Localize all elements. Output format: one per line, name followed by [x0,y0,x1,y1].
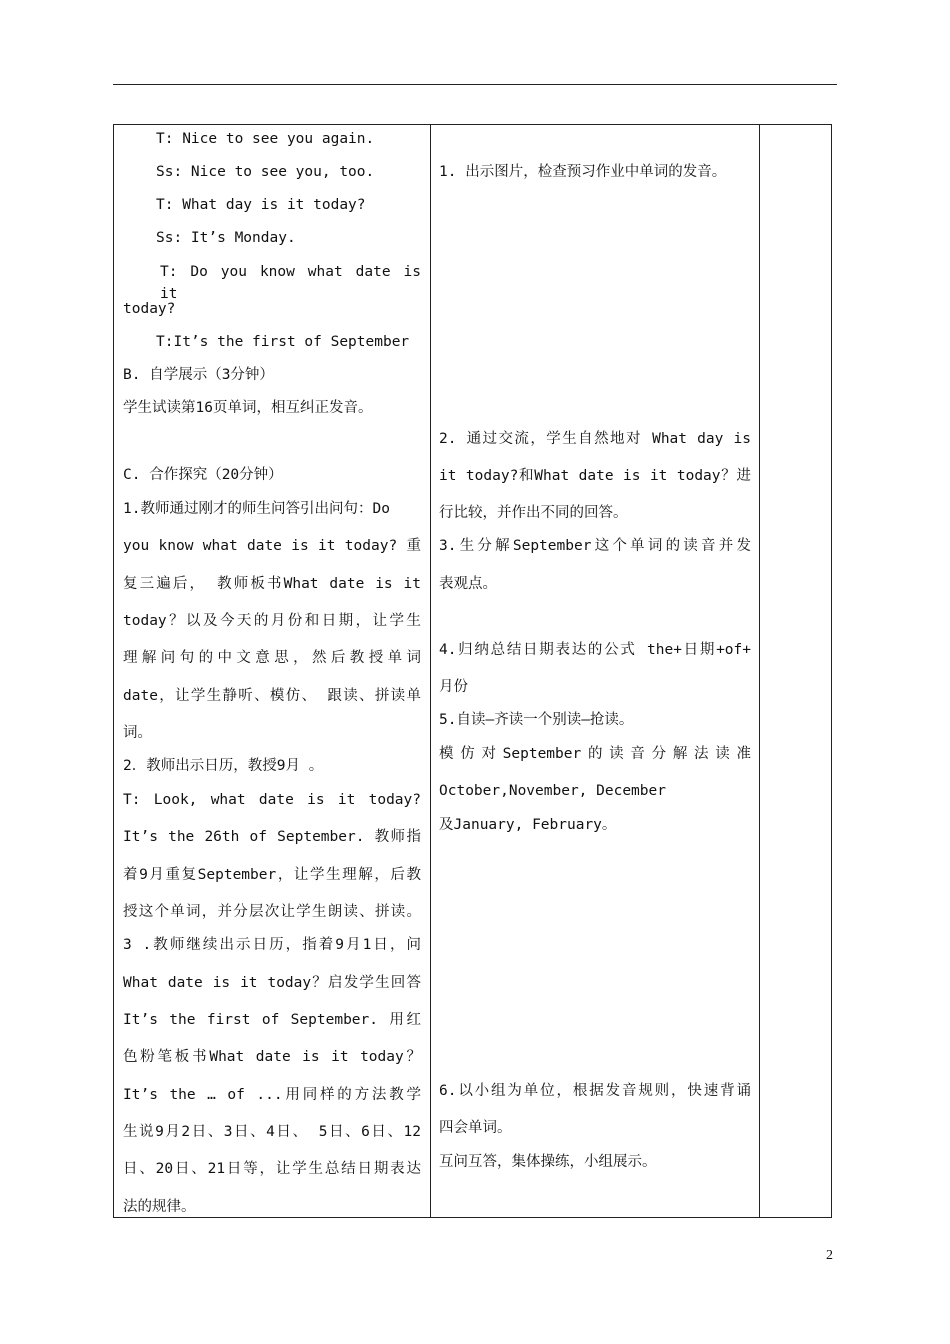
section-heading: B. 自学展示（3分钟） [123,367,274,383]
activity-line: 及January, February。 [439,817,617,833]
lesson-table [113,124,832,1218]
procedure-line: today？以及今天的月份和日期，让学生 [123,613,421,629]
procedure-line: It’s the 26th of September. 教师指 [123,829,421,845]
procedure-line: date，让学生静听、模仿、 跟读、拼读单 [123,688,421,704]
procedure-line: T: Look, what date is it today? [123,792,421,808]
procedure-line: 法的规律。 [123,1199,196,1215]
procedure-line: It’s the … of ...用同样的方法教学 [123,1087,421,1103]
activity-line: 4.归纳总结日期表达的公式 the+日期+of+ [439,642,751,658]
activity-line: 四会单词。 [439,1120,512,1136]
procedure-line: What date is it today？启发学生回答 [123,975,421,991]
procedure-line: 着9月重复September，让学生理解，后教 [123,867,421,883]
procedure-line: 理解问句的中文意思，然后教授单词 [123,650,421,666]
procedure-line: 学生试读第16页单词，相互纠正发音。 [123,400,373,416]
procedure-line: 1.教师通过刚才的师生问答引出问句：Do [123,501,390,517]
procedure-line: It’s the first of September. 用红 [123,1012,421,1028]
activity-line: October,November, December [439,783,666,799]
activity-line: 3.生分解September这个单词的读音并发 [439,538,751,554]
procedure-line: 2．教师出示日历，教授9月 。 [123,758,324,774]
procedure-line: 3 .教师继续出示日历，指着9月1日，问 [123,937,421,953]
section-heading: C. 合作探究（20分钟） [123,467,283,483]
procedure-line: T: Do you know what date is it [160,264,421,302]
procedure-line: Ss: Nice to see you, too. [156,164,375,180]
column-divider [430,125,431,1217]
procedure-line: you know what date is it today? 重 [123,538,421,554]
activity-line: 模仿对September的读音分解法读准 [439,746,751,762]
procedure-line: 色粉笔板书What date is it today？ [123,1049,421,1065]
activity-line: it today?和What date is it today？进 [439,468,751,484]
column-divider [759,125,760,1217]
activity-line: 行比较，并作出不同的回答。 [439,505,628,521]
page-number: 2 [826,1248,833,1263]
header-rule [113,84,837,85]
activity-line: 1. 出示图片，检查预习作业中单词的发音。 [439,164,727,180]
activity-line: 表观点。 [439,576,497,592]
procedure-line: Ss: It’s Monday. [156,230,296,246]
activity-line: 5.自读—齐读一个别读—抢读。 [439,712,634,728]
activity-line: 6.以小组为单位，根据发音规则，快速背诵 [439,1083,751,1099]
procedure-line: 日、20日、21日等，让学生总结日期表达 [123,1161,421,1177]
procedure-line: today? [123,301,176,317]
procedure-line: 授这个单词，并分层次让学生朗读、拼读。 [123,904,421,920]
procedure-line: 生说9月2日、3日、4日、 5日、6日、12 [123,1124,421,1140]
procedure-line: 词。 [123,725,152,741]
activity-line: 月份 [439,679,468,695]
procedure-line: T:It’s the first of September [156,334,410,350]
procedure-line: T: What day is it today? [156,197,366,213]
activity-line: 互问互答，集体操练，小组展示。 [439,1154,657,1170]
procedure-line: 复三遍后， 教师板书What date is it [123,576,421,592]
procedure-line: T: Nice to see you again. [156,131,375,147]
activity-line: 2. 通过交流，学生自然地对 What day is [439,431,751,447]
